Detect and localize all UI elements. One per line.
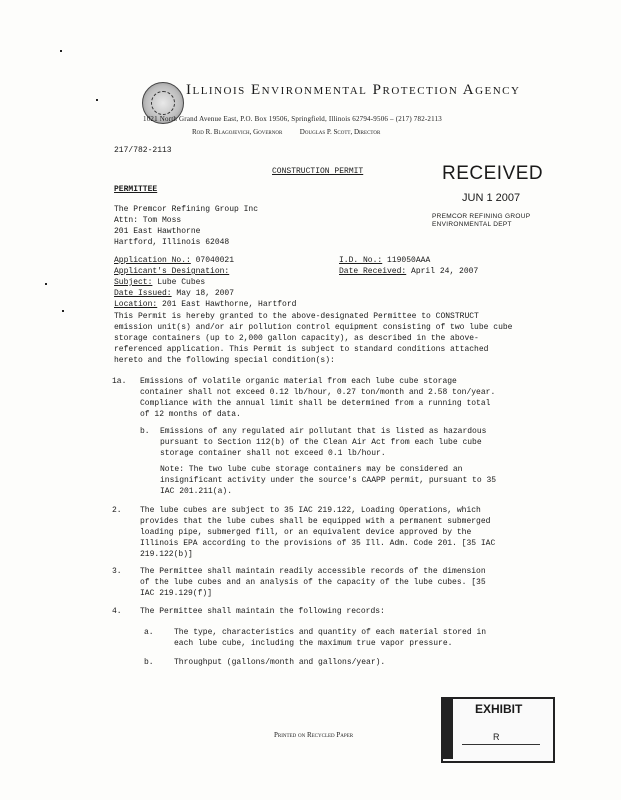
received-date: JUN 1 2007: [462, 192, 521, 204]
exhibit-sticker-band: [441, 697, 453, 759]
permittee-line: The Premcor Refining Group Inc: [114, 205, 259, 214]
applicants-designation-label: Applicant's Designation:: [114, 267, 230, 276]
id-no-label: I.D. No.:: [339, 256, 383, 265]
scan-speck: [62, 310, 64, 312]
date-received-value: April 24, 2007: [411, 267, 479, 276]
date-issued-label: Date Issued:: [114, 289, 172, 298]
exhibit-signature-line: [462, 744, 540, 745]
permittee-line: Hartford, Illinois 62048: [114, 238, 230, 247]
received-stamp: RECEIVED: [442, 163, 544, 184]
location-value: 201 East Hawthorne, Hartford: [162, 300, 297, 309]
condition-text: The lube cubes are subject to 35 IAC 219.122, Loading Operations, which provides that the lube cubes shall be equipped with a permanent submerged loading pipe, submerged fill, or an equivalent device approved by the Illinois EPA according to the provisions of 35 Ill. Adm. Code 201. [35 IAC 219.122(b)]: [140, 506, 496, 559]
subitem-number: a.: [144, 628, 154, 637]
location-row: [114, 299, 296, 310]
condition-number: 4.: [112, 607, 122, 616]
scan-speck: [96, 99, 98, 101]
received-org-line2: ENVIRONMENTAL DEPT: [432, 221, 512, 228]
agency-address: 1021 North Grand Avenue East, P.O. Box 19506, Springfield, Illinois 62794-9506 – (217) 782-2113: [143, 115, 442, 123]
permittee-address: [114, 204, 258, 248]
info-left: [114, 255, 296, 310]
date-issued-value: May 18, 2007: [176, 289, 235, 298]
permittee-heading: PERMITTEE: [114, 185, 158, 194]
condition-text: Emissions of volatile organic material from each lube cube storage container shall not exceed 0.12 lb/hour, 0.27 ton/month and 2.58 ton/year. Compliance with the annual limit shall be determined from a running total of 12 months of data.: [140, 377, 496, 419]
info-right: [339, 255, 478, 277]
phone-number: 217/782-2113: [114, 146, 172, 155]
scan-speck: [60, 50, 62, 52]
location-label: Location:: [114, 300, 158, 309]
application-no-row: [114, 255, 296, 266]
date-received-row: [339, 266, 478, 277]
application-no-value: 07040021: [195, 256, 235, 265]
application-no-label: Application No.:: [114, 256, 191, 265]
permittee-line: Attn: Tom Moss: [114, 216, 182, 225]
condition-text: The Permittee shall maintain readily accessible records of the dimension of the lube cubes and an analysis of the capacity of the lube cubes. [35 IAC 219.129(f)]: [140, 567, 486, 598]
footer-note: Printed on Recycled Paper: [274, 731, 354, 739]
condition-text: The Permittee shall maintain the following records:: [140, 607, 385, 616]
condition-number: 3.: [112, 567, 122, 576]
exhibit-label: EXHIBIT: [475, 702, 523, 716]
date-issued-row: [114, 288, 296, 299]
condition-note: Note: The two lube cube storage containers may be considered an insignificant activity under the source's CAAPP permit, pursuant to 35 IAC 201.211(a).: [160, 465, 497, 496]
condition-text: Emissions of any regulated air pollutant that is listed as hazardous pursuant to Section 112(b) of the Clean Air Act from each lube cube storage container shall not exceed 0.1 lb/hour.: [160, 427, 487, 458]
agency-name: Illinois Environmental Protection Agency: [186, 82, 521, 98]
id-no-value: 119050AAA: [387, 256, 431, 265]
exhibit-letter: R: [493, 732, 500, 742]
intro-paragraph: This Permit is hereby granted to the above-designated Permittee to CONSTRUCT emission unit(s) and/or air pollution control equipment consisting of two lube cube storage containers (up to 2,000 gallon capacity), as described in the above-referenced application. This Permit is subject to standard conditions attached hereto and the following special condition(s):: [114, 312, 513, 365]
applicants-designation-row: [114, 266, 296, 277]
scan-speck: [45, 283, 47, 285]
received-org-line1: PREMCOR REFINING GROUP: [432, 213, 531, 220]
page-title: CONSTRUCTION PERMIT: [272, 167, 364, 176]
received-org: [432, 213, 530, 229]
subitem-number: b.: [144, 658, 154, 667]
subject-label: Subject:: [114, 278, 153, 287]
id-no-row: [339, 255, 478, 266]
condition-number: 2.: [112, 506, 122, 515]
subitem-text: The type, characteristics and quantity of each material stored in each lube cube, including the maximum true vapor pressure.: [174, 628, 487, 648]
condition-number: 1a.: [112, 377, 127, 386]
condition-number: b.: [140, 427, 150, 436]
subject-row: [114, 277, 296, 288]
date-received-label: Date Received:: [339, 267, 407, 276]
subject-value: Lube Cubes: [157, 278, 206, 287]
subitem-text: Throughput (gallons/month and gallons/year).: [174, 658, 386, 667]
permittee-line: 201 East Hawthorne: [114, 227, 201, 236]
agency-officials: Rod R. Blagojevich, Governor Douglas P. Scott, Director: [192, 128, 381, 136]
